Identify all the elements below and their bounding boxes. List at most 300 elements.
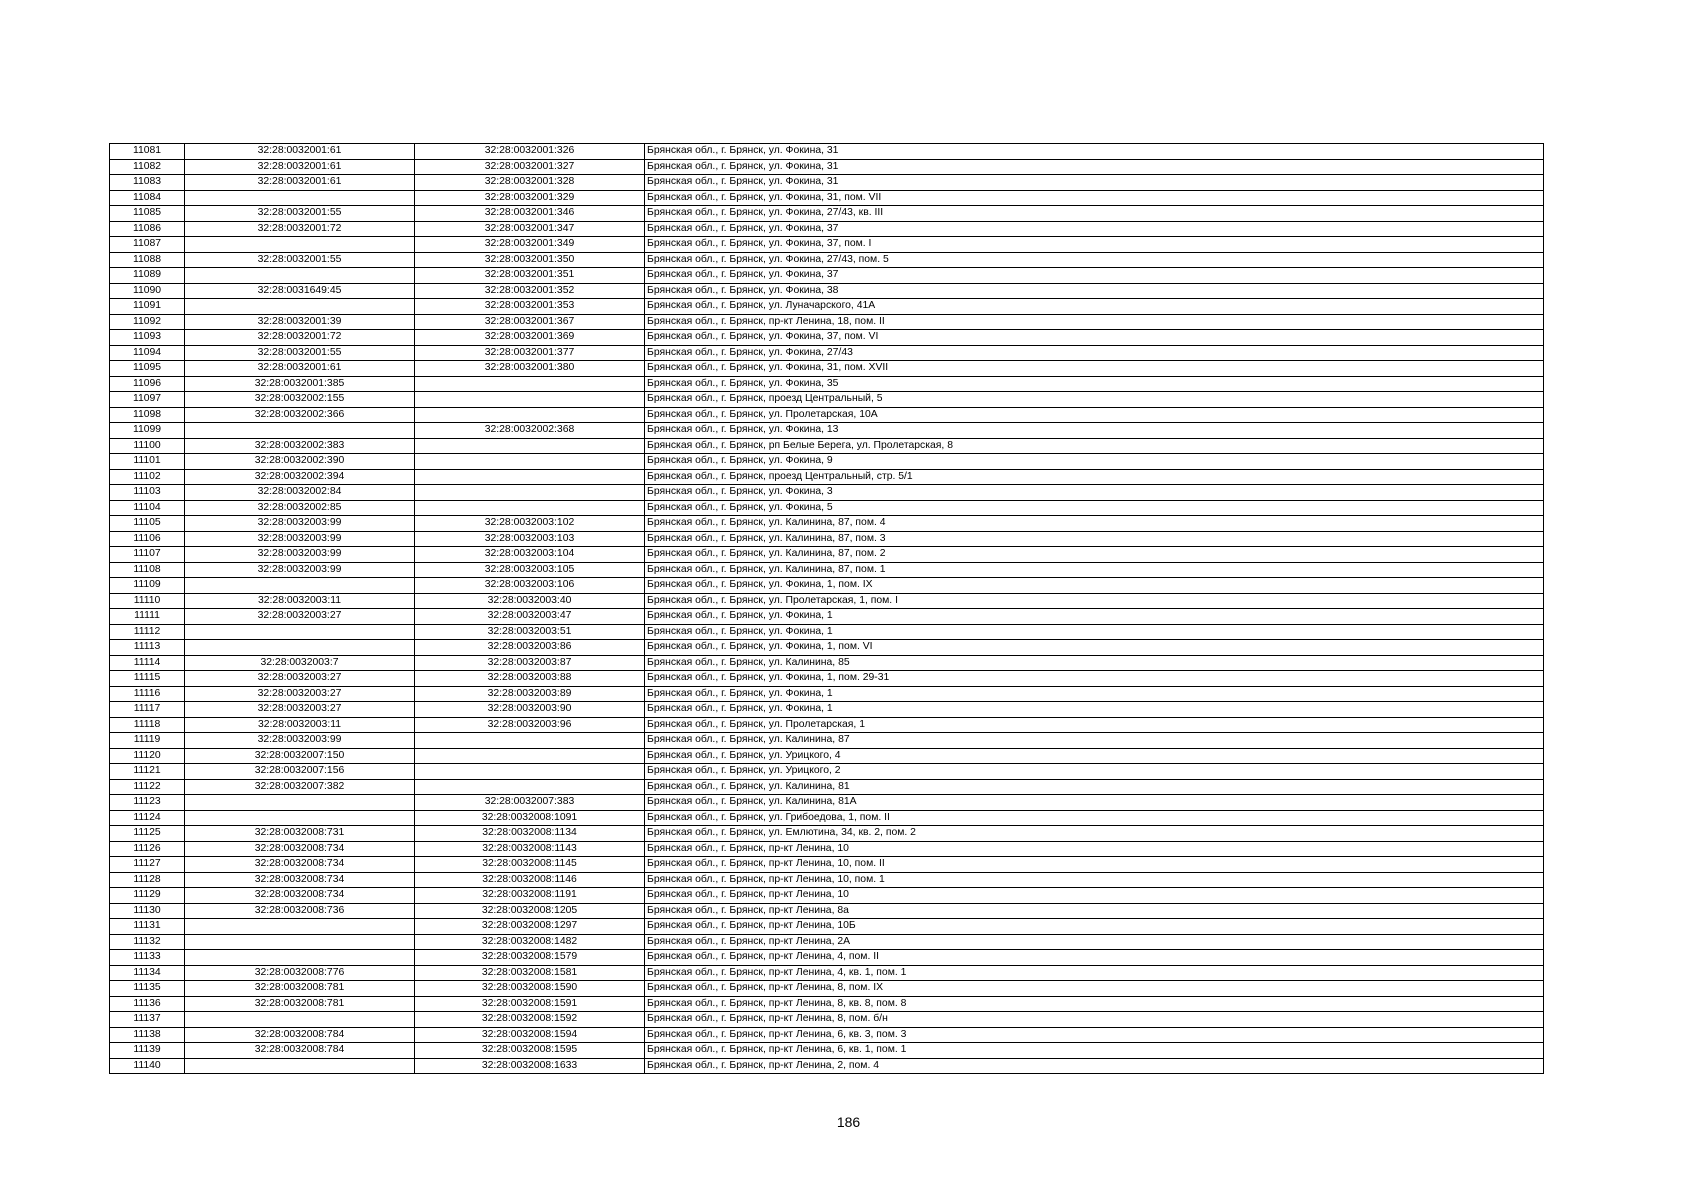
table-row bbox=[110, 655, 1544, 671]
row-number-cell: 11121 bbox=[110, 764, 185, 780]
cadastral-number-cell: 32:28:0032001:329 bbox=[415, 190, 645, 206]
row-number-cell: 11132 bbox=[110, 934, 185, 950]
address-cell: Брянская обл., г. Брянск, пр-кт Ленина, 8, пом. б/н bbox=[645, 1012, 1544, 1028]
row-number-cell: 11091 bbox=[110, 299, 185, 315]
address-cell: Брянская обл., г. Брянск, пр-кт Ленина, 8, пом. IX bbox=[645, 981, 1544, 997]
row-number-cell: 11082 bbox=[110, 159, 185, 175]
parent-cadastral-number-cell: 32:28:0032008:784 bbox=[185, 1027, 415, 1043]
parent-cadastral-number-cell bbox=[185, 919, 415, 935]
cadastral-number-cell bbox=[415, 376, 645, 392]
table-row bbox=[110, 361, 1544, 377]
parent-cadastral-number-cell: 32:28:0032001:385 bbox=[185, 376, 415, 392]
row-number-cell: 11135 bbox=[110, 981, 185, 997]
table-row bbox=[110, 841, 1544, 857]
parent-cadastral-number-cell: 32:28:0032008:734 bbox=[185, 888, 415, 904]
cadastral-number-cell: 32:28:0032003:89 bbox=[415, 686, 645, 702]
cadastral-number-cell: 32:28:0032008:1590 bbox=[415, 981, 645, 997]
table-row bbox=[110, 795, 1544, 811]
address-cell: Брянская обл., г. Брянск, ул. Пролетарская, 10А bbox=[645, 407, 1544, 423]
table-row bbox=[110, 206, 1544, 222]
cadastral-number-cell: 32:28:0032002:368 bbox=[415, 423, 645, 439]
cadastral-number-cell bbox=[415, 748, 645, 764]
cadastral-number-cell bbox=[415, 764, 645, 780]
row-number-cell: 11083 bbox=[110, 175, 185, 191]
table-row bbox=[110, 965, 1544, 981]
parent-cadastral-number-cell bbox=[185, 268, 415, 284]
row-number-cell: 11081 bbox=[110, 144, 185, 160]
cadastral-number-cell: 32:28:0032003:102 bbox=[415, 516, 645, 532]
parent-cadastral-number-cell: 32:28:0032007:382 bbox=[185, 779, 415, 795]
cadastral-number-cell: 32:28:0032003:40 bbox=[415, 593, 645, 609]
parent-cadastral-number-cell: 32:28:0032008:734 bbox=[185, 841, 415, 857]
table-row bbox=[110, 330, 1544, 346]
row-number-cell: 11101 bbox=[110, 454, 185, 470]
row-number-cell: 11140 bbox=[110, 1058, 185, 1074]
parent-cadastral-number-cell: 32:28:0032003:11 bbox=[185, 717, 415, 733]
parent-cadastral-number-cell: 32:28:0032002:390 bbox=[185, 454, 415, 470]
table-row bbox=[110, 485, 1544, 501]
cadastral-number-cell: 32:28:0032001:326 bbox=[415, 144, 645, 160]
parent-cadastral-number-cell: 32:28:0032001:72 bbox=[185, 330, 415, 346]
table-row bbox=[110, 376, 1544, 392]
address-cell: Брянская обл., г. Брянск, ул. Емлютина, 34, кв. 2, пом. 2 bbox=[645, 826, 1544, 842]
parent-cadastral-number-cell: 32:28:0032003:11 bbox=[185, 593, 415, 609]
row-number-cell: 11112 bbox=[110, 624, 185, 640]
address-cell: Брянская обл., г. Брянск, пр-кт Ленина, 4, кв. 1, пом. 1 bbox=[645, 965, 1544, 981]
cadastral-number-cell: 32:28:0032008:1134 bbox=[415, 826, 645, 842]
cadastral-number-cell: 32:28:0032008:1633 bbox=[415, 1058, 645, 1074]
address-cell: Брянская обл., г. Брянск, ул. Фокина, 37 bbox=[645, 268, 1544, 284]
row-number-cell: 11131 bbox=[110, 919, 185, 935]
table-row bbox=[110, 1058, 1544, 1074]
address-cell: Брянская обл., г. Брянск, ул. Фокина, 5 bbox=[645, 500, 1544, 516]
parent-cadastral-number-cell bbox=[185, 190, 415, 206]
row-number-cell: 11093 bbox=[110, 330, 185, 346]
row-number-cell: 11096 bbox=[110, 376, 185, 392]
table-row bbox=[110, 547, 1544, 563]
table-row bbox=[110, 268, 1544, 284]
table-row bbox=[110, 500, 1544, 516]
row-number-cell: 11110 bbox=[110, 593, 185, 609]
cadastral-number-cell: 32:28:0032001:349 bbox=[415, 237, 645, 253]
row-number-cell: 11125 bbox=[110, 826, 185, 842]
cadastral-number-cell: 32:28:0032001:352 bbox=[415, 283, 645, 299]
table-row bbox=[110, 903, 1544, 919]
parent-cadastral-number-cell bbox=[185, 578, 415, 594]
table-row bbox=[110, 748, 1544, 764]
address-cell: Брянская обл., г. Брянск, ул. Фокина, 37, пом. VI bbox=[645, 330, 1544, 346]
parent-cadastral-number-cell: 32:28:0032002:84 bbox=[185, 485, 415, 501]
row-number-cell: 11090 bbox=[110, 283, 185, 299]
parent-cadastral-number-cell: 32:28:0032008:734 bbox=[185, 857, 415, 873]
table-row bbox=[110, 237, 1544, 253]
parent-cadastral-number-cell: 32:28:0032002:394 bbox=[185, 469, 415, 485]
table-row bbox=[110, 578, 1544, 594]
cadastral-number-cell: 32:28:0032003:47 bbox=[415, 609, 645, 625]
cadastral-number-cell: 32:28:0032003:51 bbox=[415, 624, 645, 640]
address-cell: Брянская обл., г. Брянск, ул. Фокина, 37 bbox=[645, 221, 1544, 237]
row-number-cell: 11100 bbox=[110, 438, 185, 454]
page-number: 186 bbox=[836, 1114, 861, 1130]
table-row bbox=[110, 826, 1544, 842]
row-number-cell: 11122 bbox=[110, 779, 185, 795]
row-number-cell: 11136 bbox=[110, 996, 185, 1012]
parent-cadastral-number-cell bbox=[185, 423, 415, 439]
parent-cadastral-number-cell: 32:28:0032008:781 bbox=[185, 981, 415, 997]
row-number-cell: 11111 bbox=[110, 609, 185, 625]
table-row bbox=[110, 624, 1544, 640]
parent-cadastral-number-cell: 32:28:0032003:27 bbox=[185, 686, 415, 702]
address-cell: Брянская обл., г. Брянск, пр-кт Ленина, 2А bbox=[645, 934, 1544, 950]
address-cell: Брянская обл., г. Брянск, пр-кт Ленина, 8а bbox=[645, 903, 1544, 919]
row-number-cell: 11092 bbox=[110, 314, 185, 330]
cadastral-number-cell: 32:28:0032003:104 bbox=[415, 547, 645, 563]
parent-cadastral-number-cell bbox=[185, 795, 415, 811]
table-row bbox=[110, 702, 1544, 718]
row-number-cell: 11113 bbox=[110, 640, 185, 656]
row-number-cell: 11129 bbox=[110, 888, 185, 904]
row-number-cell: 11098 bbox=[110, 407, 185, 423]
cadastral-number-cell: 32:28:0032001:367 bbox=[415, 314, 645, 330]
row-number-cell: 11105 bbox=[110, 516, 185, 532]
row-number-cell: 11128 bbox=[110, 872, 185, 888]
row-number-cell: 11120 bbox=[110, 748, 185, 764]
address-cell: Брянская обл., г. Брянск, ул. Фокина, 27/43, пом. 5 bbox=[645, 252, 1544, 268]
cadastral-number-cell: 32:28:0032008:1581 bbox=[415, 965, 645, 981]
parent-cadastral-number-cell: 32:28:0032002:85 bbox=[185, 500, 415, 516]
row-number-cell: 11130 bbox=[110, 903, 185, 919]
address-cell: Брянская обл., г. Брянск, ул. Фокина, 9 bbox=[645, 454, 1544, 470]
parent-cadastral-number-cell: 32:28:0032001:39 bbox=[185, 314, 415, 330]
parent-cadastral-number-cell: 32:28:0032002:155 bbox=[185, 392, 415, 408]
address-cell: Брянская обл., г. Брянск, ул. Фокина, 27/43 bbox=[645, 345, 1544, 361]
table-row bbox=[110, 981, 1544, 997]
cadastral-number-cell: 32:28:0032001:380 bbox=[415, 361, 645, 377]
address-cell: Брянская обл., г. Брянск, ул. Фокина, 31, пом. VII bbox=[645, 190, 1544, 206]
row-number-cell: 11118 bbox=[110, 717, 185, 733]
cadastral-number-cell: 32:28:0032008:1091 bbox=[415, 810, 645, 826]
table-row bbox=[110, 919, 1544, 935]
cadastral-number-cell: 32:28:0032008:1482 bbox=[415, 934, 645, 950]
table-row bbox=[110, 640, 1544, 656]
table-row bbox=[110, 779, 1544, 795]
table-row bbox=[110, 531, 1544, 547]
address-cell: Брянская обл., г. Брянск, пр-кт Ленина, 6, кв. 3, пом. 3 bbox=[645, 1027, 1544, 1043]
row-number-cell: 11124 bbox=[110, 810, 185, 826]
parent-cadastral-number-cell: 32:28:0032001:55 bbox=[185, 206, 415, 222]
row-number-cell: 11087 bbox=[110, 237, 185, 253]
table-row bbox=[110, 1043, 1544, 1059]
cadastral-number-cell: 32:28:0032008:1595 bbox=[415, 1043, 645, 1059]
parent-cadastral-number-cell: 32:28:0032001:72 bbox=[185, 221, 415, 237]
address-cell: Брянская обл., г. Брянск, ул. Урицкого, 2 bbox=[645, 764, 1544, 780]
parent-cadastral-number-cell: 32:28:0032001:61 bbox=[185, 361, 415, 377]
address-cell: Брянская обл., г. Брянск, ул. Калинина, 87, пом. 4 bbox=[645, 516, 1544, 532]
row-number-cell: 11123 bbox=[110, 795, 185, 811]
cadastral-number-cell bbox=[415, 469, 645, 485]
table-row bbox=[110, 562, 1544, 578]
parent-cadastral-number-cell bbox=[185, 810, 415, 826]
row-number-cell: 11115 bbox=[110, 671, 185, 687]
cadastral-number-cell bbox=[415, 454, 645, 470]
parent-cadastral-number-cell bbox=[185, 950, 415, 966]
address-cell: Брянская обл., г. Брянск, проезд Центральный, 5 bbox=[645, 392, 1544, 408]
table-row bbox=[110, 671, 1544, 687]
table-row bbox=[110, 454, 1544, 470]
table-row bbox=[110, 144, 1544, 160]
cadastral-number-cell: 32:28:0032003:86 bbox=[415, 640, 645, 656]
cadastral-number-cell: 32:28:0032001:351 bbox=[415, 268, 645, 284]
cadastral-number-cell: 32:28:0032003:90 bbox=[415, 702, 645, 718]
parent-cadastral-number-cell: 32:28:0032001:55 bbox=[185, 252, 415, 268]
parent-cadastral-number-cell: 32:28:0032003:99 bbox=[185, 547, 415, 563]
address-cell: Брянская обл., г. Брянск, ул. Фокина, 31 bbox=[645, 144, 1544, 160]
table-row bbox=[110, 159, 1544, 175]
row-number-cell: 11133 bbox=[110, 950, 185, 966]
table-row bbox=[110, 733, 1544, 749]
row-number-cell: 11117 bbox=[110, 702, 185, 718]
cadastral-number-cell: 32:28:0032007:383 bbox=[415, 795, 645, 811]
address-cell: Брянская обл., г. Брянск, ул. Калинина, 87, пом. 3 bbox=[645, 531, 1544, 547]
parent-cadastral-number-cell: 32:28:0032001:61 bbox=[185, 144, 415, 160]
row-number-cell: 11119 bbox=[110, 733, 185, 749]
parent-cadastral-number-cell bbox=[185, 237, 415, 253]
table-row bbox=[110, 593, 1544, 609]
address-cell: Брянская обл., г. Брянск, ул. Калинина, 87 bbox=[645, 733, 1544, 749]
address-cell: Брянская обл., г. Брянск, ул. Фокина, 31 bbox=[645, 159, 1544, 175]
table-row bbox=[110, 686, 1544, 702]
address-cell: Брянская обл., г. Брянск, ул. Пролетарская, 1, пом. I bbox=[645, 593, 1544, 609]
table-row bbox=[110, 345, 1544, 361]
table-row bbox=[110, 857, 1544, 873]
address-cell: Брянская обл., г. Брянск, ул. Фокина, 27/43, кв. III bbox=[645, 206, 1544, 222]
table-row bbox=[110, 934, 1544, 950]
cadastral-number-cell bbox=[415, 779, 645, 795]
address-cell: Брянская обл., г. Брянск, ул. Фокина, 1 bbox=[645, 702, 1544, 718]
address-cell: Брянская обл., г. Брянск, пр-кт Ленина, 10 bbox=[645, 841, 1544, 857]
address-cell: Брянская обл., г. Брянск, пр-кт Ленина, 2, пом. 4 bbox=[645, 1058, 1544, 1074]
row-number-cell: 11106 bbox=[110, 531, 185, 547]
parent-cadastral-number-cell: 32:28:0032008:776 bbox=[185, 965, 415, 981]
parent-cadastral-number-cell: 32:28:0032008:736 bbox=[185, 903, 415, 919]
cadastral-number-cell: 32:28:0032008:1145 bbox=[415, 857, 645, 873]
address-cell: Брянская обл., г. Брянск, проезд Центральный, стр. 5/1 bbox=[645, 469, 1544, 485]
parent-cadastral-number-cell: 32:28:0032008:734 bbox=[185, 872, 415, 888]
row-number-cell: 11099 bbox=[110, 423, 185, 439]
cadastral-number-cell: 32:28:0032003:87 bbox=[415, 655, 645, 671]
cadastral-number-cell: 32:28:0032001:328 bbox=[415, 175, 645, 191]
address-cell: Брянская обл., г. Брянск, ул. Фокина, 38 bbox=[645, 283, 1544, 299]
row-number-cell: 11103 bbox=[110, 485, 185, 501]
row-number-cell: 11116 bbox=[110, 686, 185, 702]
row-number-cell: 11102 bbox=[110, 469, 185, 485]
address-cell: Брянская обл., г. Брянск, пр-кт Ленина, 18, пом. II bbox=[645, 314, 1544, 330]
table-row bbox=[110, 469, 1544, 485]
address-cell: Брянская обл., г. Брянск, ул. Калинина, 81А bbox=[645, 795, 1544, 811]
address-cell: Брянская обл., г. Брянск, ул. Фокина, 1, пом. IX bbox=[645, 578, 1544, 594]
table-row bbox=[110, 872, 1544, 888]
address-cell: Брянская обл., г. Брянск, ул. Фокина, 1 bbox=[645, 609, 1544, 625]
address-cell: Брянская обл., г. Брянск, ул. Фокина, 13 bbox=[645, 423, 1544, 439]
cadastral-number-cell bbox=[415, 392, 645, 408]
table-row bbox=[110, 810, 1544, 826]
address-cell: Брянская обл., г. Брянск, ул. Фокина, 1 bbox=[645, 686, 1544, 702]
cadastral-number-cell: 32:28:0032008:1143 bbox=[415, 841, 645, 857]
parent-cadastral-number-cell bbox=[185, 1058, 415, 1074]
cadastral-number-cell bbox=[415, 407, 645, 423]
parent-cadastral-number-cell: 32:28:0032002:366 bbox=[185, 407, 415, 423]
address-cell: Брянская обл., г. Брянск, ул. Калинина, 87, пом. 1 bbox=[645, 562, 1544, 578]
table-row bbox=[110, 314, 1544, 330]
address-cell: Брянская обл., г. Брянск, ул. Фокина, 1 bbox=[645, 624, 1544, 640]
table-row bbox=[110, 1027, 1544, 1043]
table-row bbox=[110, 438, 1544, 454]
row-number-cell: 11097 bbox=[110, 392, 185, 408]
row-number-cell: 11094 bbox=[110, 345, 185, 361]
cadastral-number-cell: 32:28:0032003:103 bbox=[415, 531, 645, 547]
parent-cadastral-number-cell bbox=[185, 934, 415, 950]
row-number-cell: 11089 bbox=[110, 268, 185, 284]
parent-cadastral-number-cell: 32:28:0032008:731 bbox=[185, 826, 415, 842]
cadastral-number-cell: 32:28:0032003:106 bbox=[415, 578, 645, 594]
address-cell: Брянская обл., г. Брянск, ул. Фокина, 31 bbox=[645, 175, 1544, 191]
row-number-cell: 11134 bbox=[110, 965, 185, 981]
table-row bbox=[110, 221, 1544, 237]
table-row bbox=[110, 888, 1544, 904]
cadastral-number-cell: 32:28:0032008:1191 bbox=[415, 888, 645, 904]
table-row bbox=[110, 252, 1544, 268]
cadastral-number-cell bbox=[415, 485, 645, 501]
row-number-cell: 11137 bbox=[110, 1012, 185, 1028]
address-cell: Брянская обл., г. Брянск, ул. Калинина, 85 bbox=[645, 655, 1544, 671]
table-row bbox=[110, 392, 1544, 408]
registry-table bbox=[109, 143, 1544, 1074]
cadastral-number-cell bbox=[415, 500, 645, 516]
parent-cadastral-number-cell bbox=[185, 640, 415, 656]
row-number-cell: 11109 bbox=[110, 578, 185, 594]
cadastral-number-cell: 32:28:0032003:105 bbox=[415, 562, 645, 578]
row-number-cell: 11088 bbox=[110, 252, 185, 268]
row-number-cell: 11114 bbox=[110, 655, 185, 671]
table-row bbox=[110, 609, 1544, 625]
parent-cadastral-number-cell: 32:28:0031649:45 bbox=[185, 283, 415, 299]
parent-cadastral-number-cell bbox=[185, 624, 415, 640]
address-cell: Брянская обл., г. Брянск, пр-кт Ленина, 8, кв. 8, пом. 8 bbox=[645, 996, 1544, 1012]
cadastral-number-cell: 32:28:0032008:1592 bbox=[415, 1012, 645, 1028]
table-row bbox=[110, 717, 1544, 733]
cadastral-number-cell: 32:28:0032001:377 bbox=[415, 345, 645, 361]
address-cell: Брянская обл., г. Брянск, пр-кт Ленина, 10, пом. 1 bbox=[645, 872, 1544, 888]
parent-cadastral-number-cell: 32:28:0032003:27 bbox=[185, 702, 415, 718]
address-cell: Брянская обл., г. Брянск, ул. Грибоедова, 1, пом. II bbox=[645, 810, 1544, 826]
table-row bbox=[110, 764, 1544, 780]
address-cell: Брянская обл., г. Брянск, ул. Урицкого, 4 bbox=[645, 748, 1544, 764]
row-number-cell: 11108 bbox=[110, 562, 185, 578]
row-number-cell: 11085 bbox=[110, 206, 185, 222]
parent-cadastral-number-cell: 32:28:0032003:99 bbox=[185, 531, 415, 547]
table-row bbox=[110, 516, 1544, 532]
cadastral-number-cell: 32:28:0032001:346 bbox=[415, 206, 645, 222]
parent-cadastral-number-cell: 32:28:0032003:7 bbox=[185, 655, 415, 671]
registry-table-body bbox=[110, 144, 1544, 1074]
parent-cadastral-number-cell: 32:28:0032007:156 bbox=[185, 764, 415, 780]
cadastral-number-cell: 32:28:0032003:96 bbox=[415, 717, 645, 733]
address-cell: Брянская обл., г. Брянск, рп Белые Берега, ул. Пролетарская, 8 bbox=[645, 438, 1544, 454]
parent-cadastral-number-cell: 32:28:0032002:383 bbox=[185, 438, 415, 454]
cadastral-number-cell: 32:28:0032008:1591 bbox=[415, 996, 645, 1012]
row-number-cell: 11107 bbox=[110, 547, 185, 563]
address-cell: Брянская обл., г. Брянск, ул. Пролетарская, 1 bbox=[645, 717, 1544, 733]
cadastral-number-cell: 32:28:0032001:353 bbox=[415, 299, 645, 315]
parent-cadastral-number-cell: 32:28:0032008:784 bbox=[185, 1043, 415, 1059]
row-number-cell: 11139 bbox=[110, 1043, 185, 1059]
parent-cadastral-number-cell: 32:28:0032001:61 bbox=[185, 175, 415, 191]
table-row bbox=[110, 950, 1544, 966]
table-row bbox=[110, 190, 1544, 206]
parent-cadastral-number-cell: 32:28:0032003:27 bbox=[185, 609, 415, 625]
table-row bbox=[110, 283, 1544, 299]
cadastral-number-cell bbox=[415, 438, 645, 454]
address-cell: Брянская обл., г. Брянск, ул. Фокина, 1, пом. VI bbox=[645, 640, 1544, 656]
row-number-cell: 11084 bbox=[110, 190, 185, 206]
cadastral-number-cell bbox=[415, 733, 645, 749]
row-number-cell: 11104 bbox=[110, 500, 185, 516]
cadastral-number-cell: 32:28:0032001:350 bbox=[415, 252, 645, 268]
row-number-cell: 11086 bbox=[110, 221, 185, 237]
address-cell: Брянская обл., г. Брянск, пр-кт Ленина, 6, кв. 1, пом. 1 bbox=[645, 1043, 1544, 1059]
address-cell: Брянская обл., г. Брянск, пр-кт Ленина, 10Б bbox=[645, 919, 1544, 935]
parent-cadastral-number-cell: 32:28:0032008:781 bbox=[185, 996, 415, 1012]
table-row bbox=[110, 1012, 1544, 1028]
cadastral-number-cell: 32:28:0032008:1594 bbox=[415, 1027, 645, 1043]
address-cell: Брянская обл., г. Брянск, ул. Луначарского, 41А bbox=[645, 299, 1544, 315]
parent-cadastral-number-cell bbox=[185, 299, 415, 315]
parent-cadastral-number-cell: 32:28:0032001:55 bbox=[185, 345, 415, 361]
address-cell: Брянская обл., г. Брянск, ул. Фокина, 3 bbox=[645, 485, 1544, 501]
cadastral-number-cell: 32:28:0032008:1205 bbox=[415, 903, 645, 919]
address-cell: Брянская обл., г. Брянск, ул. Фокина, 1, пом. 29-31 bbox=[645, 671, 1544, 687]
row-number-cell: 11138 bbox=[110, 1027, 185, 1043]
parent-cadastral-number-cell: 32:28:0032007:150 bbox=[185, 748, 415, 764]
table-row bbox=[110, 299, 1544, 315]
row-number-cell: 11095 bbox=[110, 361, 185, 377]
parent-cadastral-number-cell: 32:28:0032003:99 bbox=[185, 562, 415, 578]
address-cell: Брянская обл., г. Брянск, ул. Калинина, 81 bbox=[645, 779, 1544, 795]
parent-cadastral-number-cell: 32:28:0032001:61 bbox=[185, 159, 415, 175]
cadastral-number-cell: 32:28:0032008:1146 bbox=[415, 872, 645, 888]
table-row bbox=[110, 175, 1544, 191]
table-row bbox=[110, 407, 1544, 423]
address-cell: Брянская обл., г. Брянск, ул. Калинина, 87, пом. 2 bbox=[645, 547, 1544, 563]
address-cell: Брянская обл., г. Брянск, пр-кт Ленина, 10 bbox=[645, 888, 1544, 904]
address-cell: Брянская обл., г. Брянск, пр-кт Ленина, 10, пом. II bbox=[645, 857, 1544, 873]
address-cell: Брянская обл., г. Брянск, ул. Фокина, 31, пом. XVII bbox=[645, 361, 1544, 377]
parent-cadastral-number-cell bbox=[185, 1012, 415, 1028]
cadastral-number-cell: 32:28:0032001:347 bbox=[415, 221, 645, 237]
address-cell: Брянская обл., г. Брянск, ул. Фокина, 37, пом. I bbox=[645, 237, 1544, 253]
row-number-cell: 11126 bbox=[110, 841, 185, 857]
address-cell: Брянская обл., г. Брянск, пр-кт Ленина, 4, пом. II bbox=[645, 950, 1544, 966]
table-row bbox=[110, 423, 1544, 439]
parent-cadastral-number-cell: 32:28:0032003:27 bbox=[185, 671, 415, 687]
cadastral-number-cell: 32:28:0032008:1579 bbox=[415, 950, 645, 966]
table-row bbox=[110, 996, 1544, 1012]
parent-cadastral-number-cell: 32:28:0032003:99 bbox=[185, 733, 415, 749]
cadastral-number-cell: 32:28:0032003:88 bbox=[415, 671, 645, 687]
address-cell: Брянская обл., г. Брянск, ул. Фокина, 35 bbox=[645, 376, 1544, 392]
parent-cadastral-number-cell: 32:28:0032003:99 bbox=[185, 516, 415, 532]
cadastral-number-cell: 32:28:0032001:327 bbox=[415, 159, 645, 175]
